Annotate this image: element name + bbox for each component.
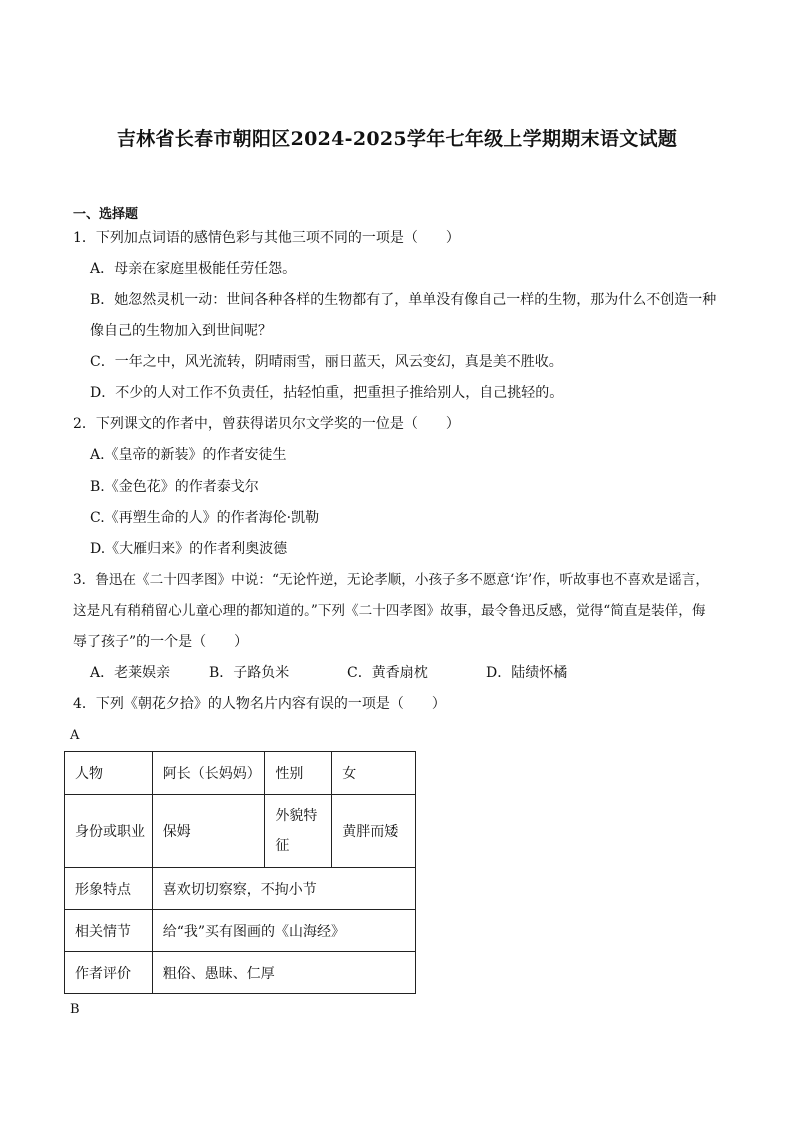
question-1-option-b-cont: 像自己的生物加入到世间呢？: [90, 323, 272, 339]
table-cell: 形象特点: [65, 868, 153, 910]
question-3-stem-line-1: 3．鲁迅在《二十四孝图》中说：“无论忤逆，无论孝顺，小孩子多不愿意‘诈’作，听故事也不喜欢是谣言，: [73, 572, 709, 588]
question-2-option-b: B.《金色花》的作者泰戈尔: [90, 479, 259, 495]
table-cell: 人物: [65, 752, 153, 795]
question-2-option-c: C.《再塑生命的人》的作者海伦·凯勒: [90, 510, 320, 526]
question-3-option-d: D．陆绩怀橘: [486, 665, 568, 681]
table-cell: 喜欢切切察察，不拘小节: [152, 868, 415, 910]
character-card-a: [64, 751, 416, 994]
table-cell: 给“我”买有图画的《山海经》: [152, 910, 415, 952]
option-b-label: B: [70, 1002, 80, 1017]
question-3-option-c: C．黄香扇枕: [347, 665, 428, 681]
feature-label-line-1: 外貌特: [275, 808, 318, 824]
question-2-option-a: A.《皇帝的新装》的作者安徒生: [90, 447, 287, 463]
table-cell: 相关情节: [65, 910, 153, 952]
table-cell: 性别: [265, 752, 332, 795]
question-3-option-b: B．子路负米: [209, 665, 290, 681]
question-4-stem: 4．下列《朝花夕拾》的人物名片内容有误的一项是（ ）: [73, 696, 446, 712]
question-3-stem-line-3: 辱了孩子”的一个是（ ）: [73, 634, 249, 650]
table-row: [65, 795, 416, 868]
question-1-stem: 1．下列加点词语的感情色彩与其他三项不同的一项是（ ）: [73, 230, 460, 246]
table-cell: 粗俗、愚昧、仁厚: [152, 952, 415, 994]
table-cell: 女: [332, 752, 416, 795]
table-row: [65, 910, 416, 952]
table-cell: 作者评价: [65, 952, 153, 994]
question-2-stem: 2．下列课文的作者中，曾获得诺贝尔文学奖的一位是（ ）: [73, 416, 460, 432]
table-cell: 身份或职业: [65, 795, 153, 868]
question-3-option-a: A．老莱娱亲: [90, 665, 171, 681]
table-cell: [265, 795, 332, 868]
table-cell: 黄胖而矮: [332, 795, 416, 868]
table-cell: 保姆: [152, 795, 265, 868]
table-row: [65, 952, 416, 994]
question-3-stem-line-2: 这是凡有稍稍留心儿童心理的都知道的。”下列《二十四孝图》故事，最令鲁迅反感，觉得“简直是装佯，侮: [73, 603, 706, 619]
table-cell: 阿长（长妈妈）: [152, 752, 265, 795]
page-title: 吉林省长春市朝阳区2024-2025学年七年级上学期期末语文试题: [116, 128, 678, 150]
table-row: [65, 752, 416, 795]
question-1-option-a: A．母亲在家庭里极能任劳任怨。: [90, 261, 297, 277]
section-heading: 一、选择题: [73, 207, 139, 222]
question-2-option-d: D.《大雁归来》的作者利奥波德: [90, 541, 288, 557]
table-row: [65, 868, 416, 910]
option-a-label: A: [70, 728, 80, 743]
question-1-option-b: B．她忽然灵机一动：世间各种各样的生物都有了，单单没有像自己一样的生物，那为什么不创造一种: [90, 292, 717, 308]
question-1-option-c: C．一年之中，风光流转，阴晴雨雪，丽日蓝天，风云变幻，真是美不胜收。: [90, 354, 563, 370]
feature-label-line-2: 征: [275, 838, 290, 854]
question-1-option-d: D．不少的人对工作不负责任，拈轻怕重，把重担子推给别人，自己挑轻的。: [90, 385, 564, 401]
